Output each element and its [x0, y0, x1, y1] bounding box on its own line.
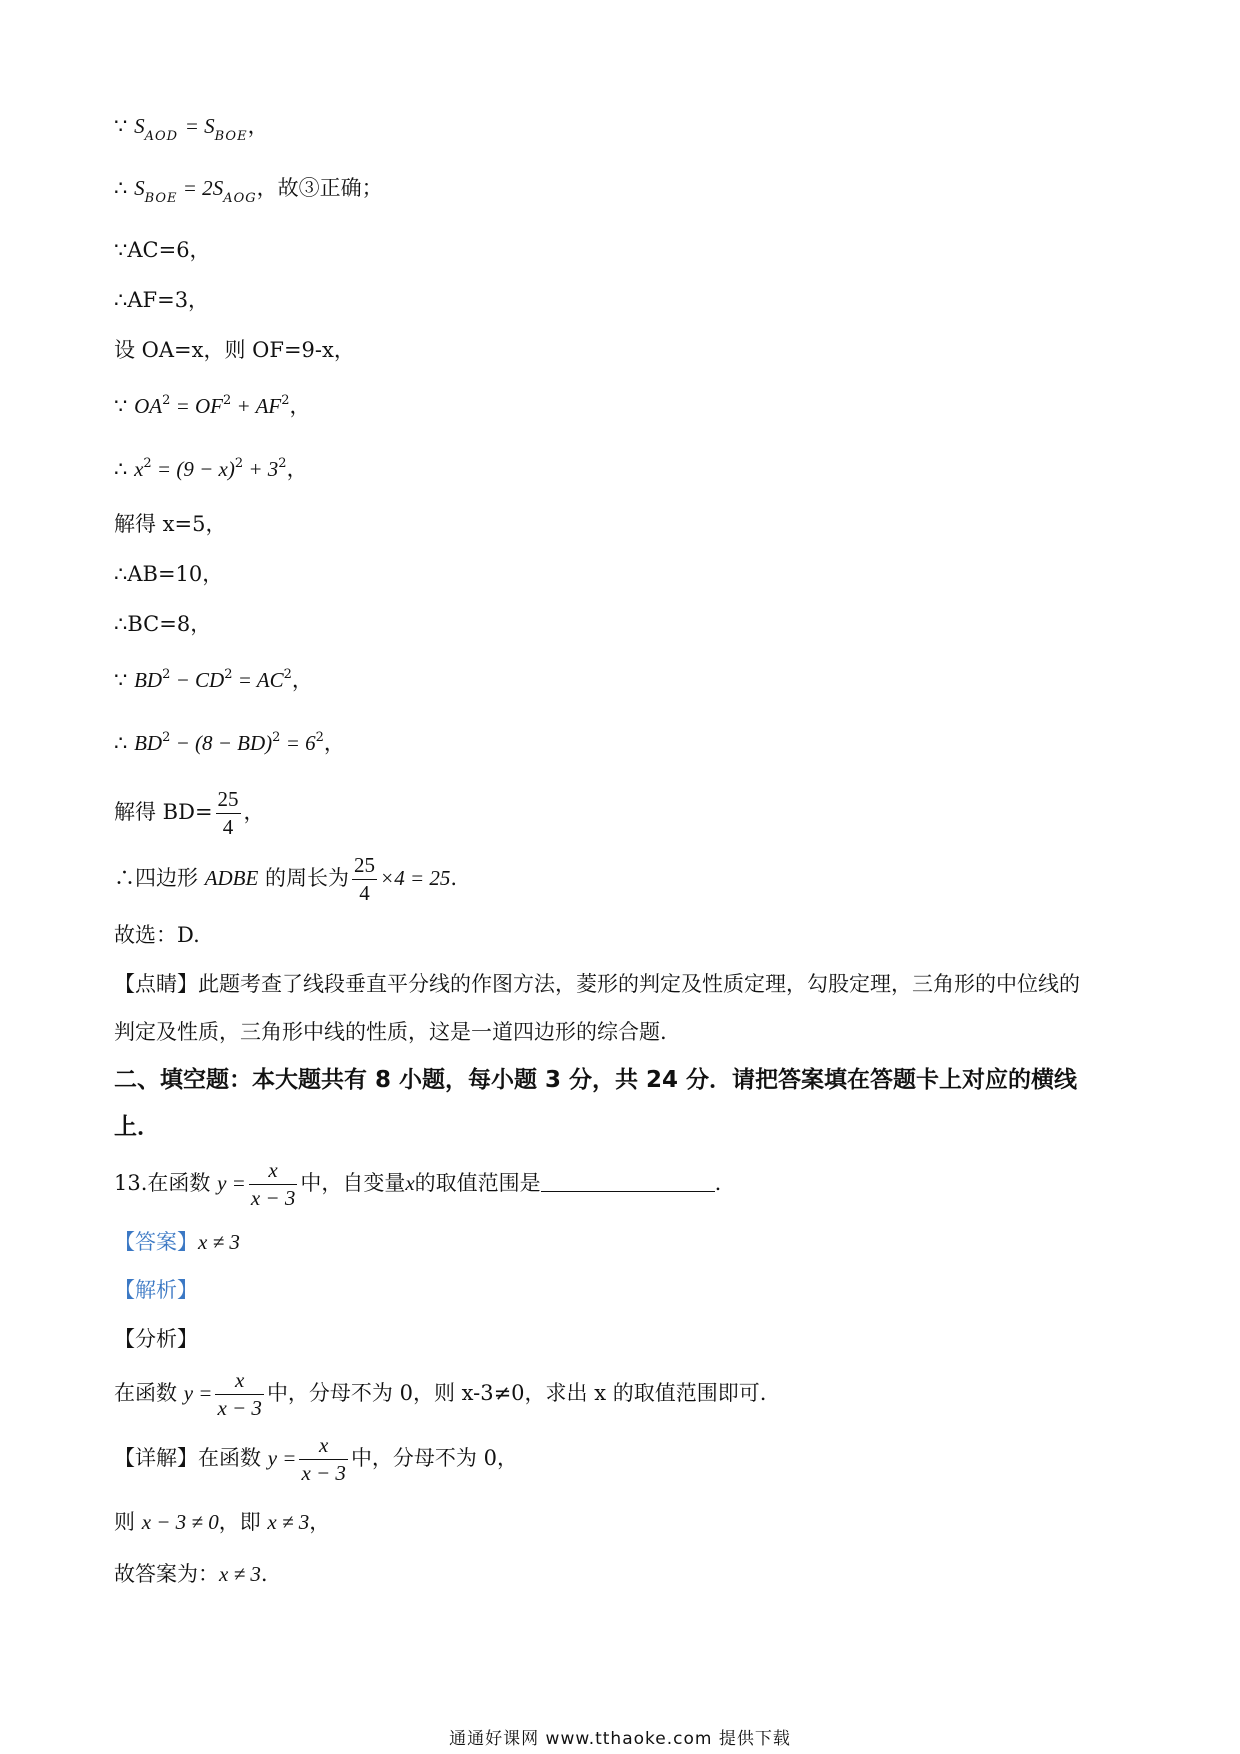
numerator: x	[249, 1157, 298, 1185]
term-3: + 3	[243, 457, 279, 481]
detail-line	[114, 1425, 518, 1491]
fraction-x-over-x-minus-3	[215, 1367, 264, 1422]
final-prefix: 故答案为：	[114, 1562, 219, 1586]
comma: ，	[286, 457, 308, 481]
denominator: x − 3	[217, 1396, 262, 1420]
line-14	[114, 848, 457, 908]
variable-x: x	[405, 1171, 415, 1195]
line-8: 解得 x=5，	[114, 512, 227, 536]
comma: ，	[247, 114, 269, 138]
line-16: 【点睛】此题考查了线段垂直平分线的作图方法，菱形的判定及性质定理，勾股定理，三角形的中位线的	[114, 972, 1080, 996]
period: .	[260, 1562, 268, 1586]
fraction-x-over-x-minus-3	[299, 1432, 348, 1487]
comma: ，	[243, 800, 265, 824]
term-af: + AF	[231, 394, 282, 418]
subscript-boe: BOE	[214, 129, 248, 144]
equals-two: = 2	[177, 176, 213, 200]
exponent: 2	[315, 730, 324, 745]
times-result: ×4 = 25	[380, 866, 451, 890]
y-equals: y =	[183, 1381, 213, 1405]
denominator: x − 3	[301, 1461, 346, 1485]
line-1	[114, 112, 269, 151]
analysis-tail: 中，分母不为 0，则 x-3≠0，求出 x 的取值范围即可.	[266, 1381, 767, 1405]
term-x: x	[134, 457, 144, 481]
exponent: 2	[162, 730, 171, 745]
comma: ，	[323, 731, 345, 755]
line-3: ∵AC=6，	[114, 238, 211, 262]
subscript-boe: BOE	[144, 191, 178, 206]
subscript-aod: AOD	[144, 129, 179, 144]
inequality-2: x ≠ 3	[267, 1510, 310, 1534]
line-11	[114, 666, 313, 694]
because-symbol: ∵	[114, 394, 128, 418]
denominator: 4	[222, 815, 234, 839]
footer-watermark: 通通好课网 www.tthaoke.com 提供下载	[449, 1729, 791, 1749]
subscript-aog: AOG	[223, 191, 257, 206]
line-9: ∴AB=10，	[114, 562, 224, 586]
because-symbol: ∵	[114, 114, 128, 138]
numerator: 25	[352, 852, 377, 880]
numerator: 25	[216, 786, 241, 814]
answer-line	[114, 1228, 240, 1256]
exponent: 2	[223, 393, 232, 408]
area-s: S	[204, 114, 215, 138]
fraction-25-over-4	[216, 786, 241, 841]
denominator: x − 3	[250, 1186, 296, 1210]
fenxi-label: 【分析】	[114, 1327, 198, 1351]
term-bd: BD	[134, 731, 163, 755]
inequality-1: x − 3 ≠ 0	[141, 1510, 219, 1534]
line-4: ∴AF=3，	[114, 288, 210, 312]
perimeter-text: 的周长为	[258, 866, 350, 890]
jiexi-label: 【解析】	[114, 1278, 198, 1302]
line-13	[114, 782, 265, 842]
y-equals: y =	[267, 1446, 297, 1470]
comma: ，	[291, 668, 313, 692]
therefore-symbol: ∴	[114, 176, 128, 200]
line-7	[114, 455, 308, 483]
line-6	[114, 392, 311, 420]
section-title-line-1: 二、填空题：本大题共有 8 小题，每小题 3 分，共 24 分．请把答案填在答题卡上对应的横线	[114, 1067, 1078, 1093]
exponent: 2	[281, 393, 290, 408]
conclusion-text: ，故③正确；	[256, 176, 383, 200]
detail-prefix: 【详解】在函数	[114, 1446, 268, 1470]
line-12	[114, 729, 345, 757]
question-13	[114, 1150, 721, 1216]
term-oa: OA	[134, 394, 163, 418]
quad-text: ∴四边形	[114, 866, 205, 890]
equals: =	[184, 114, 205, 138]
line-5: 设 OA=x，则 OF=9-x，	[114, 338, 355, 362]
exponent: 2	[162, 393, 171, 408]
detail-tail: 中，分母不为 0，	[350, 1446, 518, 1470]
term-bd: BD	[134, 668, 163, 692]
question-tail: 的取值范围是	[414, 1171, 541, 1195]
line-17: 判定及性质，三角形中线的性质，这是一道四边形的综合题.	[114, 1020, 667, 1044]
analysis-line	[114, 1360, 766, 1426]
then-prefix: 则	[114, 1510, 142, 1534]
analysis-prefix: 在函数	[114, 1381, 184, 1405]
exponent: 2	[224, 667, 233, 682]
answer-value: x ≠ 3	[198, 1230, 240, 1254]
exponent: 2	[234, 456, 244, 471]
comma: ，	[309, 1510, 331, 1534]
area-s: S	[134, 176, 145, 200]
denominator: 4	[359, 881, 370, 905]
comma: ，	[289, 394, 311, 418]
line-15: 故选：D.	[114, 923, 200, 947]
quad-adbe: ADBE	[204, 866, 259, 890]
term-ac: = AC	[232, 668, 284, 692]
exponent: 2	[143, 456, 152, 471]
y-equals: y =	[217, 1171, 246, 1195]
therefore-symbol: ∴	[114, 457, 128, 481]
exponent: 2	[272, 730, 281, 745]
fraction-x-over-x-minus-3	[249, 1157, 298, 1212]
term-8-minus-bd: − (8 − BD)	[170, 731, 273, 755]
term-cd: − CD	[170, 668, 225, 692]
therefore-symbol: ∴	[114, 731, 128, 755]
term-of: = OF	[170, 394, 224, 418]
line-10: ∴BC=8，	[114, 612, 212, 636]
solve-bd-text: 解得 BD=	[114, 800, 213, 824]
final-value: x ≠ 3	[219, 1562, 261, 1586]
exponent: 2	[283, 667, 292, 682]
area-s: S	[134, 114, 145, 138]
question-middle: 中，自变量	[300, 1171, 406, 1195]
area-s: S	[212, 176, 224, 200]
answer-blank	[541, 1171, 715, 1192]
term-6: = 6	[280, 731, 316, 755]
exponent: 2	[162, 667, 171, 682]
line-2	[114, 174, 383, 213]
exponent: 2	[278, 456, 287, 471]
then-middle: ，即	[218, 1510, 268, 1534]
term-9-minus-x: = (9 − x)	[151, 457, 235, 481]
fraction-25-over-4	[352, 852, 377, 907]
question-prefix: 13.在函数	[114, 1171, 218, 1195]
then-line	[114, 1508, 330, 1536]
period: .	[714, 1171, 722, 1195]
section-title-line-2: 上．	[114, 1114, 160, 1140]
period: .	[450, 866, 458, 890]
final-answer-line	[114, 1560, 268, 1588]
answer-label: 【答案】	[114, 1230, 198, 1254]
numerator: x	[215, 1367, 264, 1395]
numerator: x	[299, 1432, 348, 1460]
because-symbol: ∵	[114, 668, 128, 692]
